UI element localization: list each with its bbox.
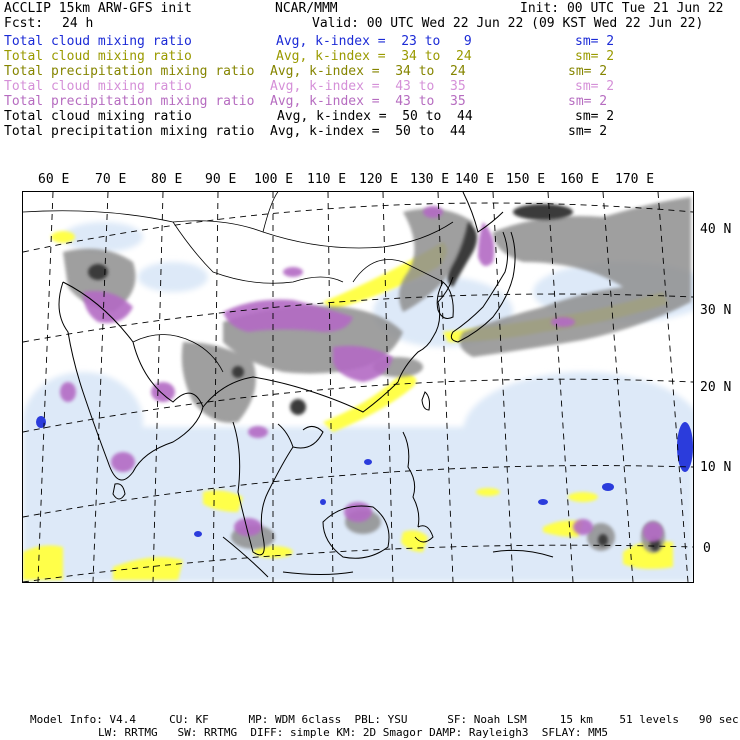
forecast-label: Fcst: [4, 16, 44, 31]
field-avg-range: Avg, k-index = 43 to 35 [270, 79, 466, 94]
field-avg-range: Avg, k-index = 23 to 9 [276, 34, 472, 49]
latitude-label: 20 N [700, 380, 732, 395]
field-smoothing: sm= 2 [575, 109, 615, 124]
longitude-label: 130 E [410, 172, 450, 187]
longitude-label: 160 E [560, 172, 600, 187]
field-smoothing: sm= 2 [575, 49, 615, 64]
field-name: Total precipitation mixing ratio [4, 124, 255, 139]
init-time: Init: 00 UTC Tue 21 Jun 22 [520, 1, 724, 16]
longitude-label: 80 E [151, 172, 183, 187]
field-name: Total precipitation mixing ratio [4, 64, 255, 79]
field-name: Total cloud mixing ratio [4, 109, 192, 124]
field-smoothing: sm= 2 [568, 124, 608, 139]
longitude-label: 170 E [615, 172, 655, 187]
field-avg-range: Avg, k-index = 34 to 24 [270, 64, 466, 79]
longitude-label: 110 E [307, 172, 347, 187]
forecast-map [22, 191, 694, 583]
map-canvas [23, 192, 693, 582]
longitude-label: 70 E [95, 172, 127, 187]
longitude-label: 90 E [205, 172, 237, 187]
field-name: Total cloud mixing ratio [4, 49, 192, 64]
valid-time: Valid: 00 UTC Wed 22 Jun 22 (09 KST Wed 22 Jun 22) [312, 16, 704, 31]
longitude-label: 100 E [254, 172, 294, 187]
latitude-label: 0 [703, 541, 711, 556]
model-info-line1: Model Info: V4.4 CU: KF MP: WDM 6class PBL: YSU SF: Noah LSM 15 km 51 levels 90 sec [30, 713, 739, 726]
forecast-hours: 24 h [62, 16, 94, 31]
org-label: NCAR/MMM [275, 1, 338, 16]
field-avg-range: Avg, k-index = 50 to 44 [270, 124, 466, 139]
latitude-label: 10 N [700, 460, 732, 475]
field-avg-range: Avg, k-index = 50 to 44 [277, 109, 473, 124]
longitude-label: 120 E [359, 172, 399, 187]
field-name: Total precipitation mixing ratio [4, 94, 255, 109]
model-title: ACCLIP 15km ARW-GFS init [4, 1, 192, 16]
field-smoothing: sm= 2 [568, 94, 608, 109]
latitude-label: 40 N [700, 222, 732, 237]
field-smoothing: sm= 2 [568, 64, 608, 79]
model-info-line2: LW: RRTMG SW: RRTMG DIFF: simple KM: 2D Smagor DAMP: Rayleigh3 SFLAY: MM5 [98, 726, 608, 739]
field-avg-range: Avg, k-index = 43 to 35 [270, 94, 466, 109]
field-smoothing: sm= 2 [575, 34, 615, 49]
field-name: Total cloud mixing ratio [4, 34, 192, 49]
longitude-label: 60 E [38, 172, 70, 187]
field-name: Total cloud mixing ratio [4, 79, 192, 94]
field-avg-range: Avg, k-index = 34 to 24 [276, 49, 472, 64]
field-smoothing: sm= 2 [575, 79, 615, 94]
longitude-label: 150 E [506, 172, 546, 187]
latitude-label: 30 N [700, 303, 732, 318]
longitude-label: 140 E [455, 172, 495, 187]
